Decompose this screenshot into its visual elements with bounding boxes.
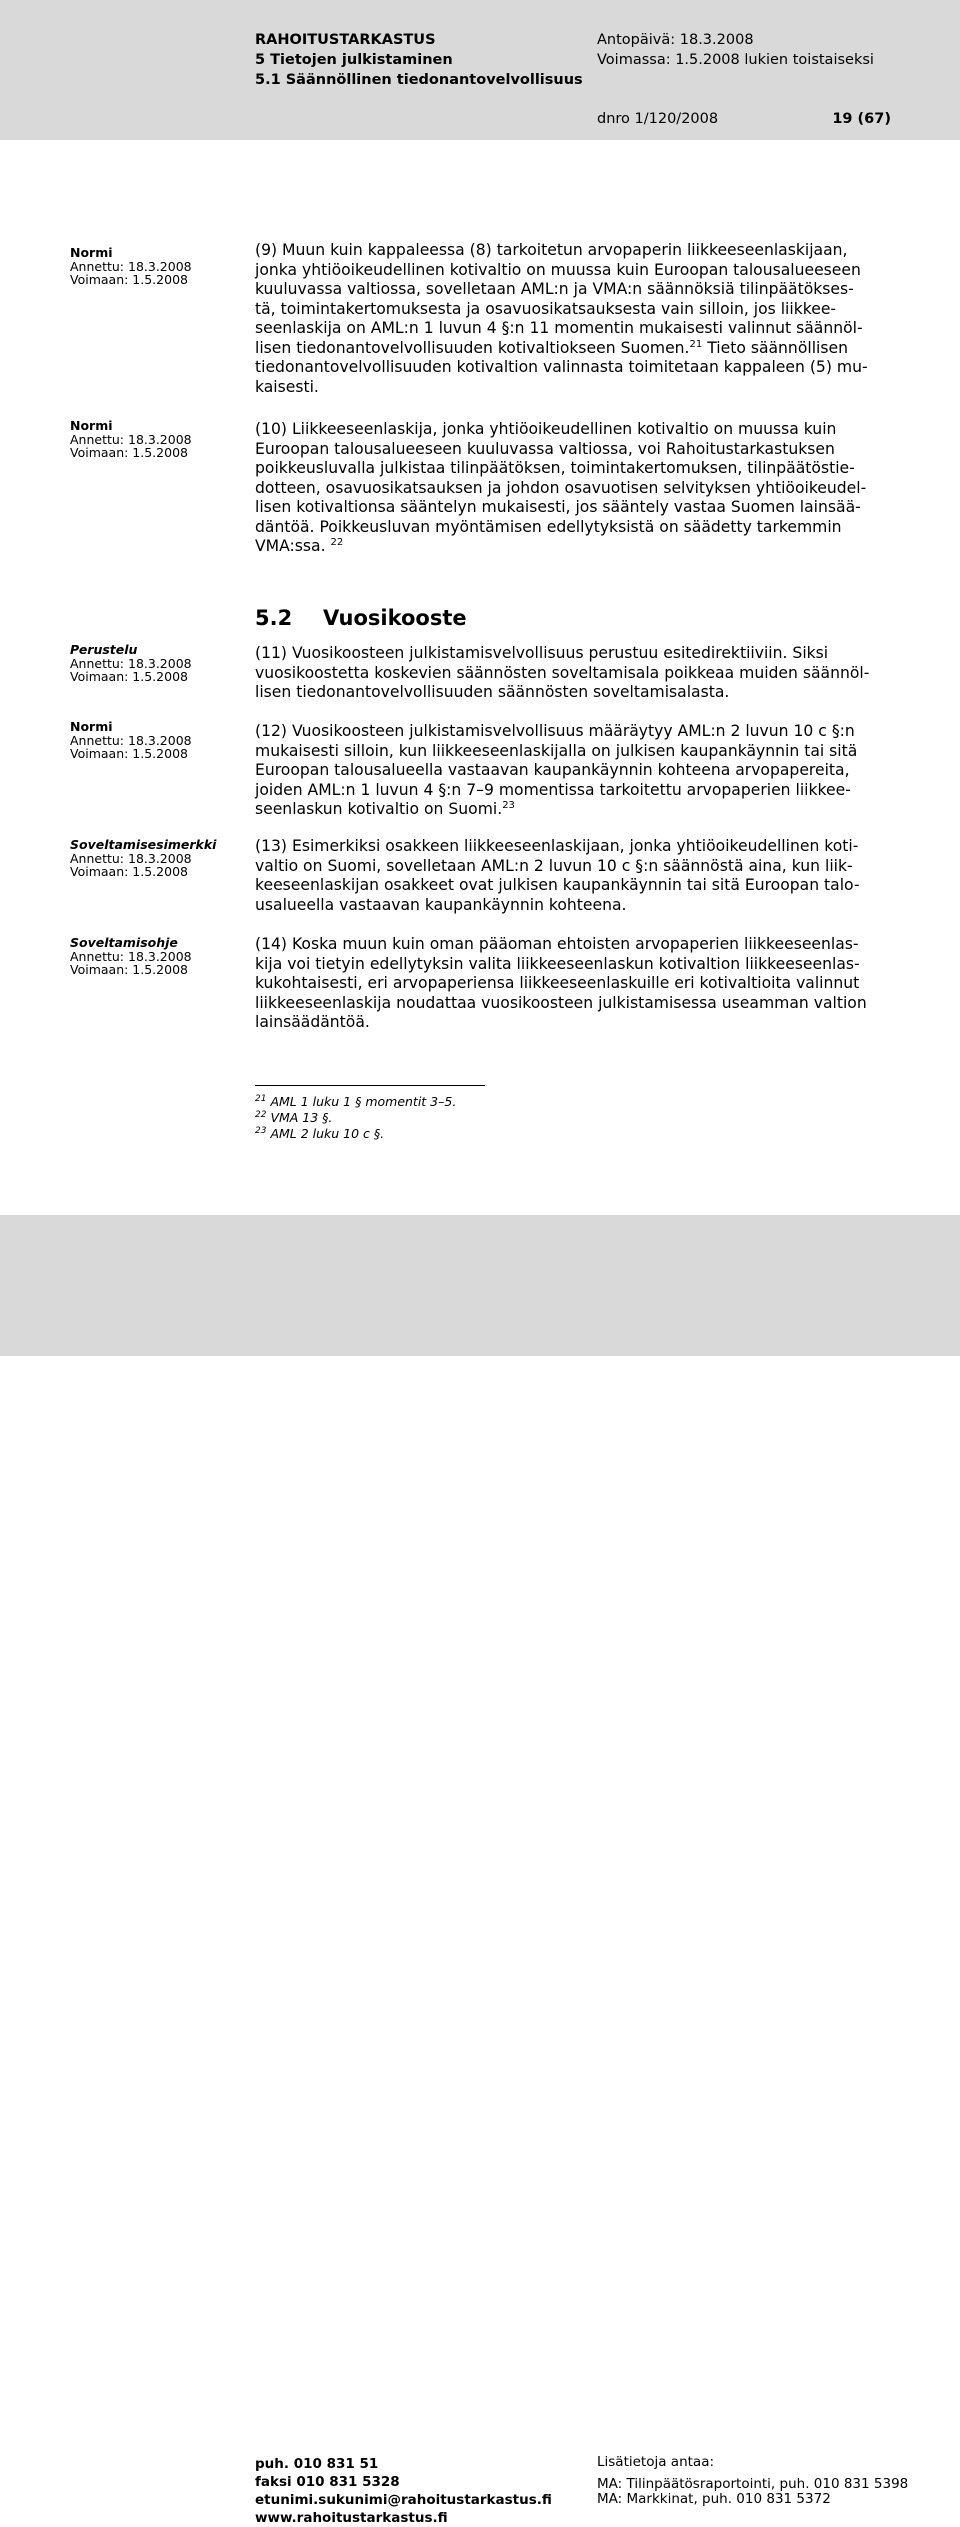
sidenote [70,643,192,684]
sidenote-issued: Annettu: 18.3.2008 [70,732,192,748]
info-label: Lisätietoja antaa: [597,2454,715,2470]
page-footer [0,1215,960,2526]
section-title: 5.1 Säännöllinen tiedonantovelvollisuus [255,72,583,88]
text-line: keeseenlaskijan osakkeet ovat julkisen kaupankäynnin tai sitä Euroopan talo- [255,876,860,894]
text-span: VMA:ssa. [255,537,326,555]
footer-info [597,2455,908,2508]
paragraph-9 [255,241,895,397]
paragraph-10 [255,420,895,557]
info-contact-1: MA: Tilinpäätösraportointi, puh. 010 831 5398 [597,2475,909,2492]
document-number: dnro 1/120/2008 [597,111,719,127]
footnote-ref[interactable]: 22 [330,536,344,548]
sidenote-effective: Voimaan: 1.5.2008 [70,445,188,460]
header-titles [255,30,583,90]
paragraph-12 [255,722,895,820]
sidenote-kind: Normi [70,719,113,734]
text-line: (12) Vuosikoosteen julkistamisvelvollisuus määräytyy AML:n 2 luvun 10 c §:n [255,722,855,740]
text-line: (14) Koska muun kuin oman pääoman ehtoisten arvopaperien liikkeeseenlas- [255,935,859,953]
footnote [255,1126,456,1142]
text-line: (9) Muun kuin kappaleessa (8) tarkoitetun arvopaperin liikkeeseenlaskijaan, [255,241,848,259]
sidenote-issued: Annettu: 18.3.2008 [70,948,192,964]
sidenote [70,246,192,287]
text-line: jonka yhtiöoikeudellinen kotivaltio on muussa kuin Euroopan talousalueeseen [255,260,861,279]
section-title: Vuosikooste [323,606,467,630]
footer-phone: puh. 010 831 51 [255,2456,379,2472]
footnote [255,1094,456,1110]
text-line: mukaisesti silloin, kun liikkeeseenlaskijalla on julkisen kaupankäynnin tai sitä [255,741,858,760]
text-line: däntöä. Poikkeusluvan myöntämisen edellytyksistä on säädetty tarkemmin [255,517,842,536]
text-line: (11) Vuosikoosteen julkistamisvelvollisuus perustuu esitedirektiiviin. Siksi [255,644,829,662]
footnotes [255,1094,456,1142]
chapter-title: 5 Tietojen julkistaminen [255,52,453,68]
text-line: Euroopan talousalueeseen kuuluvassa valtiossa, voi Rahoitustarkastuksen [255,439,835,458]
text-line-with-ref [255,339,895,359]
footnote [255,1110,456,1126]
paragraph-11 [255,644,895,703]
sidenote-effective: Voimaan: 1.5.2008 [70,864,188,879]
org-name: RAHOITUSTARKASTUS [255,32,436,48]
sidenote-effective: Voimaan: 1.5.2008 [70,746,188,761]
sidenote-effective: Voimaan: 1.5.2008 [70,669,188,684]
footnote-number: 23 [255,1125,267,1136]
info-contact-2: MA: Markkinat, puh. 010 831 5372 [597,2491,831,2507]
sidenote [70,419,192,460]
text-line: kaisesti. [255,377,319,396]
sidenote-issued: Annettu: 18.3.2008 [70,850,192,866]
sidenote-kind: Normi [70,245,113,260]
text-line: tä, toimintakertomuksesta ja osavuosikatsauksesta vain silloin, jos liikkee- [255,299,837,318]
sidenote-issued: Annettu: 18.3.2008 [70,431,192,447]
paragraph-13 [255,837,895,915]
text-line: dotteen, osavuosikatsauksen ja johdon osavuotisen selvityksen yhtiöoikeudel- [255,478,867,497]
footnote-text: AML 2 luku 10 c §. [270,1126,385,1141]
text-line-with-ref [255,537,895,557]
sidenote [70,720,192,761]
section-heading [255,606,467,630]
sidenote-kind: Soveltamisesimerkki [70,837,217,852]
footnote-text: VMA 13 §. [270,1110,333,1125]
text-line: lisen tiedonantovelvollisuuden säännösten soveltamisalasta. [255,683,730,701]
text-line: vuosikoostetta koskevien säännösten soveltamisala poikkeaa muiden säännöl- [255,663,870,682]
footer-email[interactable]: etunimi.sukunimi@rahoitustarkastus.fi [255,2492,552,2508]
text-line: (13) Esimerkiksi osakkeen liikkeeseenlaskijaan, jonka yhtiöoikeudellinen koti- [255,837,859,855]
text-line: Euroopan talousalueella vastaavan kaupankäynnin kohteena arvopapereita, [255,761,850,779]
text-line: liikkeeseenlaskija noudattaa vuosikoosteen julkistamisessa useamman valtion [255,993,867,1012]
sidenote-kind: Soveltamisohje [70,935,178,950]
page-number: 19 (67) [832,111,891,127]
footer-website[interactable]: www.rahoitustarkastus.fi [255,2510,448,2526]
paragraph-14 [255,935,895,1033]
sidenote-issued: Annettu: 18.3.2008 [70,655,192,671]
section-number: 5.2 [255,606,293,630]
valid-date: Voimassa: 1.5.2008 lukien toistaiseksi [597,52,874,68]
text-line: kukohtaisesti, eri arvopaperiensa liikkeeseenlaskuille eri kotivaltioita valinnut [255,974,860,992]
sidenote-kind: Perustelu [70,642,138,657]
footnote-divider [255,1085,485,1086]
sidenote [70,838,216,879]
text-line-with-ref [255,800,895,820]
text-line: valtio on Suomi, sovelletaan AML:n 2 luvun 10 c §:n säännöstä aina, kun liik- [255,856,853,875]
text-line: usalueella vastaavan kaupankäynnin kohteena. [255,895,627,914]
sidenote-effective: Voimaan: 1.5.2008 [70,272,188,287]
sidenote-issued: Annettu: 18.3.2008 [70,258,192,274]
page-header [0,0,960,140]
footer-contact [255,2455,552,2527]
text-line: joiden AML:n 1 luvun 4 §:n 7–9 momentissa tarkoitettu arvopaperien liikkee- [255,780,851,799]
header-dates [597,30,874,70]
text-line: kija voi tietyin edellytyksin valita liikkeeseenlaskun kotivaltion liikkeeseenlas- [255,954,860,973]
issued-date: Antopäivä: 18.3.2008 [597,32,754,48]
text-line: (10) Liikkeeseenlaskija, jonka yhtiöoikeudellinen kotivaltio on muussa kuin [255,420,837,438]
footnote-number: 21 [255,1093,267,1104]
footer-fax: faksi 010 831 5328 [255,2474,400,2490]
footnote-ref[interactable]: 21 [689,338,703,350]
text-line: lisen kotivaltionsa sääntelyn mukaisesti, jos sääntely vastaa Suomen lainsää- [255,498,861,516]
text-line: lainsäädäntöä. [255,1013,370,1031]
text-span: seenlaskun kotivaltio on Suomi. [255,800,503,818]
text-line: poikkeusluvalla julkistaa tilinpäätöksen, toimintakertomuksen, tilinpäätöstie- [255,459,855,477]
sidenote-effective: Voimaan: 1.5.2008 [70,962,188,977]
sidenote-kind: Normi [70,418,113,433]
text-line: kuuluvassa valtiossa, sovelletaan AML:n ja VMA:n säännöksiä tilinpäätökses- [255,280,854,298]
footnote-text: AML 1 luku 1 § momentit 3–5. [270,1094,457,1109]
text-span: Tieto säännöllisen [707,338,848,357]
footnote-number: 22 [255,1109,267,1120]
text-line: tiedonantovelvollisuuden kotivaltion valinnasta toimitetaan kappaleen (5) mu- [255,358,868,376]
text-line: seenlaskija on AML:n 1 luvun 4 §:n 11 momentin mukaisesti valinnut säännöl- [255,319,863,337]
footnote-ref[interactable]: 23 [502,799,515,811]
sidenote [70,936,192,977]
text-span: lisen tiedonantovelvollisuuden kotivaltiokseen Suomen. [255,338,690,357]
